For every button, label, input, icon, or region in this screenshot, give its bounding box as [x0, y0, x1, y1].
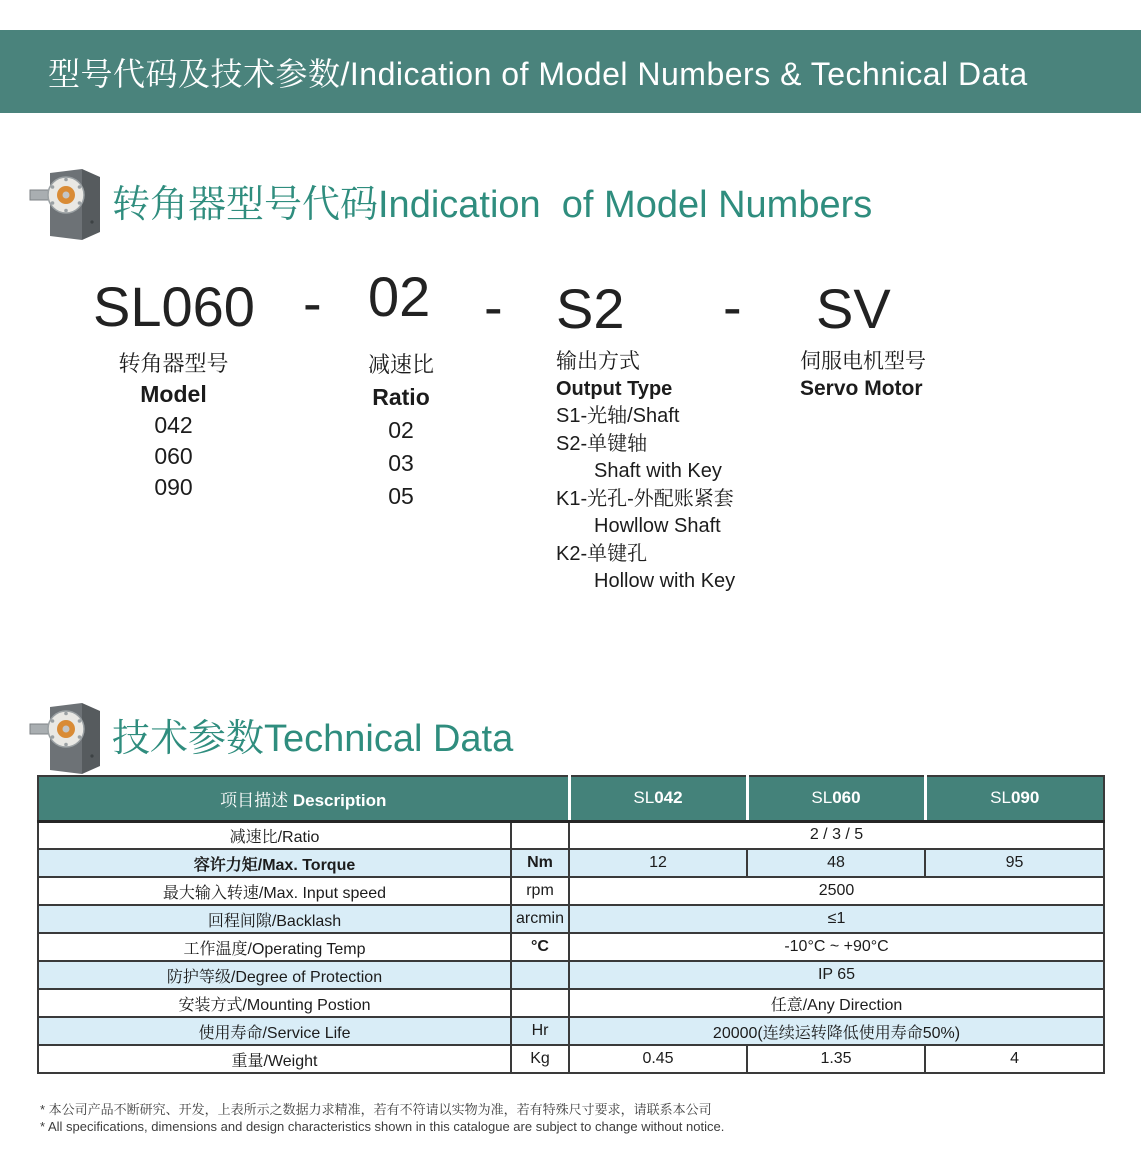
legend-item: 060 — [154, 443, 193, 469]
row-unit: Nm — [511, 849, 569, 877]
row-unit: rpm — [511, 877, 569, 905]
section-technical-data-heading — [28, 694, 513, 774]
row-value: 1.35 — [747, 1045, 925, 1073]
model-code-servo: SV — [816, 277, 891, 340]
legend-label-cn: 减速比 — [367, 352, 434, 377]
table-header-model — [747, 776, 925, 821]
legend-label-en: Output Type — [556, 377, 673, 400]
row-value: 12 — [569, 849, 747, 877]
legend-label-cn: 伺服电机型号 — [800, 350, 926, 373]
gearbox-product-icon — [28, 694, 108, 774]
model-code-dash: - — [484, 275, 503, 338]
legend-column-output-type — [556, 348, 836, 596]
table-header-row — [38, 776, 1104, 821]
table-header-description: 项目描述 Description — [38, 776, 569, 821]
page-header-banner — [0, 30, 1141, 113]
row-value-merged: 20000(连续运转降低使用寿命50%) — [569, 1017, 1104, 1045]
model-number: 090 — [1010, 788, 1040, 808]
row-unit: Kg — [511, 1045, 569, 1073]
table-header-model — [925, 776, 1104, 821]
table-row — [38, 933, 1104, 961]
footnote-line: * 本公司产品不断研究、开发，上表所示之数据力求精准，若有不符请以实物为准，若有特殊尺寸要求，请联系本公司 — [40, 1102, 712, 1117]
legend-item: 042 — [154, 412, 193, 438]
row-label: 最大输入转速/Max. Input speed — [38, 877, 511, 905]
row-value-merged: 任意/Any Direction — [569, 989, 1104, 1017]
legend-label-cn: 输出方式 — [556, 350, 640, 373]
footnote-line: * All specifications, dimensions and design characteristics shown in this catalogue are subject to change without notice. — [40, 1119, 725, 1134]
row-value-merged: 2 / 3 / 5 — [569, 821, 1104, 849]
legend-label-en: Ratio — [372, 384, 430, 410]
legend-column-ratio — [336, 348, 466, 513]
section-title-model-numbers: 转角器型号代码Indication of Model Numbers — [112, 183, 873, 226]
row-value: 48 — [747, 849, 925, 877]
row-unit — [511, 961, 569, 989]
row-label: 重量/Weight — [38, 1045, 511, 1073]
legend-column-model — [86, 348, 261, 503]
legend-item: S2-单键轴 — [556, 432, 648, 455]
row-unit: arcmin — [511, 905, 569, 933]
row-value-merged: -10°C ~ +90°C — [569, 933, 1104, 961]
table-row — [38, 905, 1104, 933]
table-row — [38, 989, 1104, 1017]
footnotes — [40, 1101, 724, 1135]
row-unit: °C — [511, 933, 569, 961]
row-label: 安装方式/Mounting Postion — [38, 989, 511, 1017]
table-row — [38, 961, 1104, 989]
legend-item: Shaft with Key — [594, 460, 722, 482]
row-label: 使用寿命/Service Life — [38, 1017, 511, 1045]
legend-item: 090 — [154, 474, 193, 500]
gearbox-product-icon — [28, 160, 108, 240]
row-label: 防护等级/Degree of Protection — [38, 961, 511, 989]
row-value-merged: 2500 — [569, 877, 1104, 905]
row-value: 0.45 — [569, 1045, 747, 1073]
table-row — [38, 1017, 1104, 1045]
legend-item: K1-光孔-外配账紧套 — [556, 487, 734, 510]
legend-item: 05 — [388, 483, 414, 509]
model-number: 060 — [832, 788, 861, 808]
row-unit — [511, 821, 569, 849]
section-model-numbers-heading — [28, 160, 872, 240]
row-value-merged: IP 65 — [569, 961, 1104, 989]
row-unit — [511, 989, 569, 1017]
row-label: 容许力矩/Max. Torque — [38, 849, 511, 877]
technical-data-table — [37, 775, 1105, 1074]
legend-item: 02 — [388, 417, 414, 443]
table-header-model — [569, 776, 747, 821]
legend-label-cn: 转角器型号 — [118, 351, 229, 376]
row-label: 工作温度/Operating Temp — [38, 933, 511, 961]
table-row — [38, 849, 1104, 877]
legend-item: Howllow Shaft — [594, 515, 721, 537]
legend-item: 03 — [388, 450, 414, 476]
model-code-model: SL060 — [93, 275, 255, 338]
legend-label-en: Model — [140, 381, 207, 407]
row-value: 4 — [925, 1045, 1104, 1073]
row-value: 95 — [925, 849, 1104, 877]
model-code-dash: - — [723, 275, 742, 338]
legend-item: S1-光轴/Shaft — [556, 405, 680, 427]
legend-item: Hollow with Key — [594, 570, 736, 592]
legend-item: K2-单键孔 — [556, 542, 648, 565]
section-title-technical-data: 技术参数Technical Data — [112, 717, 514, 760]
row-label: 回程间隙/Backlash — [38, 905, 511, 933]
legend-column-servo-motor — [800, 348, 1040, 402]
model-prefix: SL — [811, 788, 833, 808]
model-code-ratio: 02 — [368, 265, 431, 328]
legend-label-en: Servo Motor — [800, 377, 923, 400]
model-prefix: SL — [633, 788, 655, 808]
table-row — [38, 1045, 1104, 1073]
model-prefix: SL — [990, 788, 1011, 808]
row-unit: Hr — [511, 1017, 569, 1045]
row-value-merged: ≤1 — [569, 905, 1104, 933]
model-number: 042 — [654, 788, 683, 808]
table-row — [38, 877, 1104, 905]
page-title: 型号代码及技术参数/Indication of Model Numbers & Technical Data — [48, 55, 1028, 92]
table-row — [38, 821, 1104, 849]
row-label: 减速比/Ratio — [38, 821, 511, 849]
model-code-dash: - — [303, 271, 322, 334]
model-code-output: S2 — [556, 277, 625, 340]
